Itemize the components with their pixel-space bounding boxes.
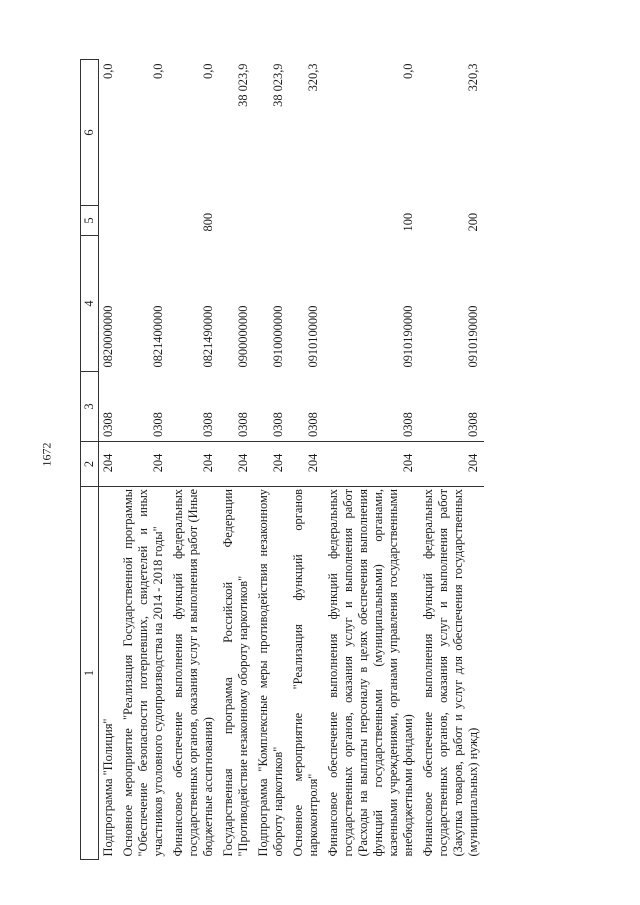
- row-amount: 38 023,9: [236, 63, 250, 107]
- row-code-3: 0308: [401, 412, 415, 437]
- row-amount: 0,0: [201, 63, 215, 79]
- row-amount: 0,0: [151, 63, 165, 79]
- row-code-2: 204: [219, 442, 254, 487]
- table-row: [289, 60, 324, 860]
- row-code-4: 0821400000: [151, 305, 165, 368]
- row-code-4: 0910190000: [466, 305, 480, 368]
- col-header: 3: [81, 372, 99, 442]
- row-name: Финансовое обеспечение выполнения функций федеральных государственных органов, оказания услуг и выполнения работ (Закупка товаров, работ и услуг для обеспечения государственных (муниципальных) нужд): [421, 489, 480, 857]
- col-header: 2: [81, 442, 99, 487]
- row-code-5: [119, 206, 169, 236]
- row-code-5: [219, 206, 254, 236]
- row-code-2: 204: [324, 442, 419, 487]
- row-amount: 0,0: [101, 63, 115, 79]
- col-header: 5: [81, 206, 99, 236]
- table-row: [324, 60, 419, 860]
- row-code-3: 0308: [151, 412, 165, 437]
- row-code-4: 0910100000: [306, 305, 320, 368]
- row-code-5: 800: [201, 212, 215, 232]
- col-header: 4: [81, 236, 99, 372]
- budget-table-sheet: [80, 60, 550, 860]
- table-row: [419, 60, 484, 860]
- table-row: [119, 60, 169, 860]
- row-amount: 320,3: [306, 63, 320, 92]
- row-code-3: 0308: [236, 412, 250, 437]
- row-code-3: 0308: [306, 412, 320, 437]
- row-amount: 320,3: [466, 63, 480, 92]
- row-name: Подпрограмма "Комплексные меры противодействия незаконному обороту наркотиков": [256, 489, 285, 857]
- row-code-5: [254, 206, 289, 236]
- row-code-2: 204: [99, 442, 120, 487]
- row-code-4: 0820000000: [101, 305, 115, 368]
- col-header: 6: [81, 60, 99, 206]
- row-code-3: 0308: [201, 412, 215, 437]
- row-code-5: 200: [466, 212, 480, 232]
- row-code-5: 100: [401, 212, 415, 232]
- row-code-4: 0910000000: [271, 305, 285, 368]
- row-code-2: 204: [169, 442, 219, 487]
- page-number: 1672: [39, 442, 54, 467]
- row-code-3: 0308: [271, 412, 285, 437]
- row-code-2: 204: [289, 442, 324, 487]
- row-code-4: 0900000000: [236, 305, 250, 368]
- table-row: [99, 60, 120, 860]
- row-code-4: 0910190000: [401, 305, 415, 368]
- row-code-2: 204: [419, 442, 484, 487]
- table-row: [254, 60, 289, 860]
- row-code-5: [99, 206, 120, 236]
- row-name: Подпрограмма "Полиция": [101, 718, 115, 857]
- col-header: 1: [81, 487, 99, 860]
- row-name: Финансовое обеспечение выполнения функций федеральных государственных органов, оказания услуг и выполнения работ (Иные бюджетные ассигнования): [171, 489, 215, 857]
- row-code-2: 204: [119, 442, 169, 487]
- row-name: Финансовое обеспечение выполнения функций федеральных государственных органов, оказания услуг и выполнения работ (Расходы на выплаты персоналу в целях обеспечения выполнения функций государственными (муниципальными) органами, казенными учреждениями, органами управления государственными внебюджетными фондами): [326, 489, 415, 857]
- row-code-3: 0308: [466, 412, 480, 437]
- budget-table: [80, 59, 484, 860]
- row-amount: 38 023,9: [271, 63, 285, 107]
- row-code-2: 204: [254, 442, 289, 487]
- row-amount: 0,0: [401, 63, 415, 79]
- row-name: Государственная программа Российской Федерации "Противодействие незаконному обороту наркотиков": [221, 489, 250, 857]
- table-header-row: [81, 60, 99, 860]
- row-code-3: 0308: [101, 412, 115, 437]
- row-code-5: [289, 206, 324, 236]
- row-code-4: 0821490000: [201, 305, 215, 368]
- table-row: [219, 60, 254, 860]
- table-row: [169, 60, 219, 860]
- row-name: Основное мероприятие "Реализация функций органов наркоконтроля": [291, 489, 320, 857]
- row-name: Основное мероприятие "Реализация Государственной программы "Обеспечение безопасности потерпевших, свидетелей и иных участников уголовного судопроизводства на 2014 - 2018 годы": [121, 489, 165, 857]
